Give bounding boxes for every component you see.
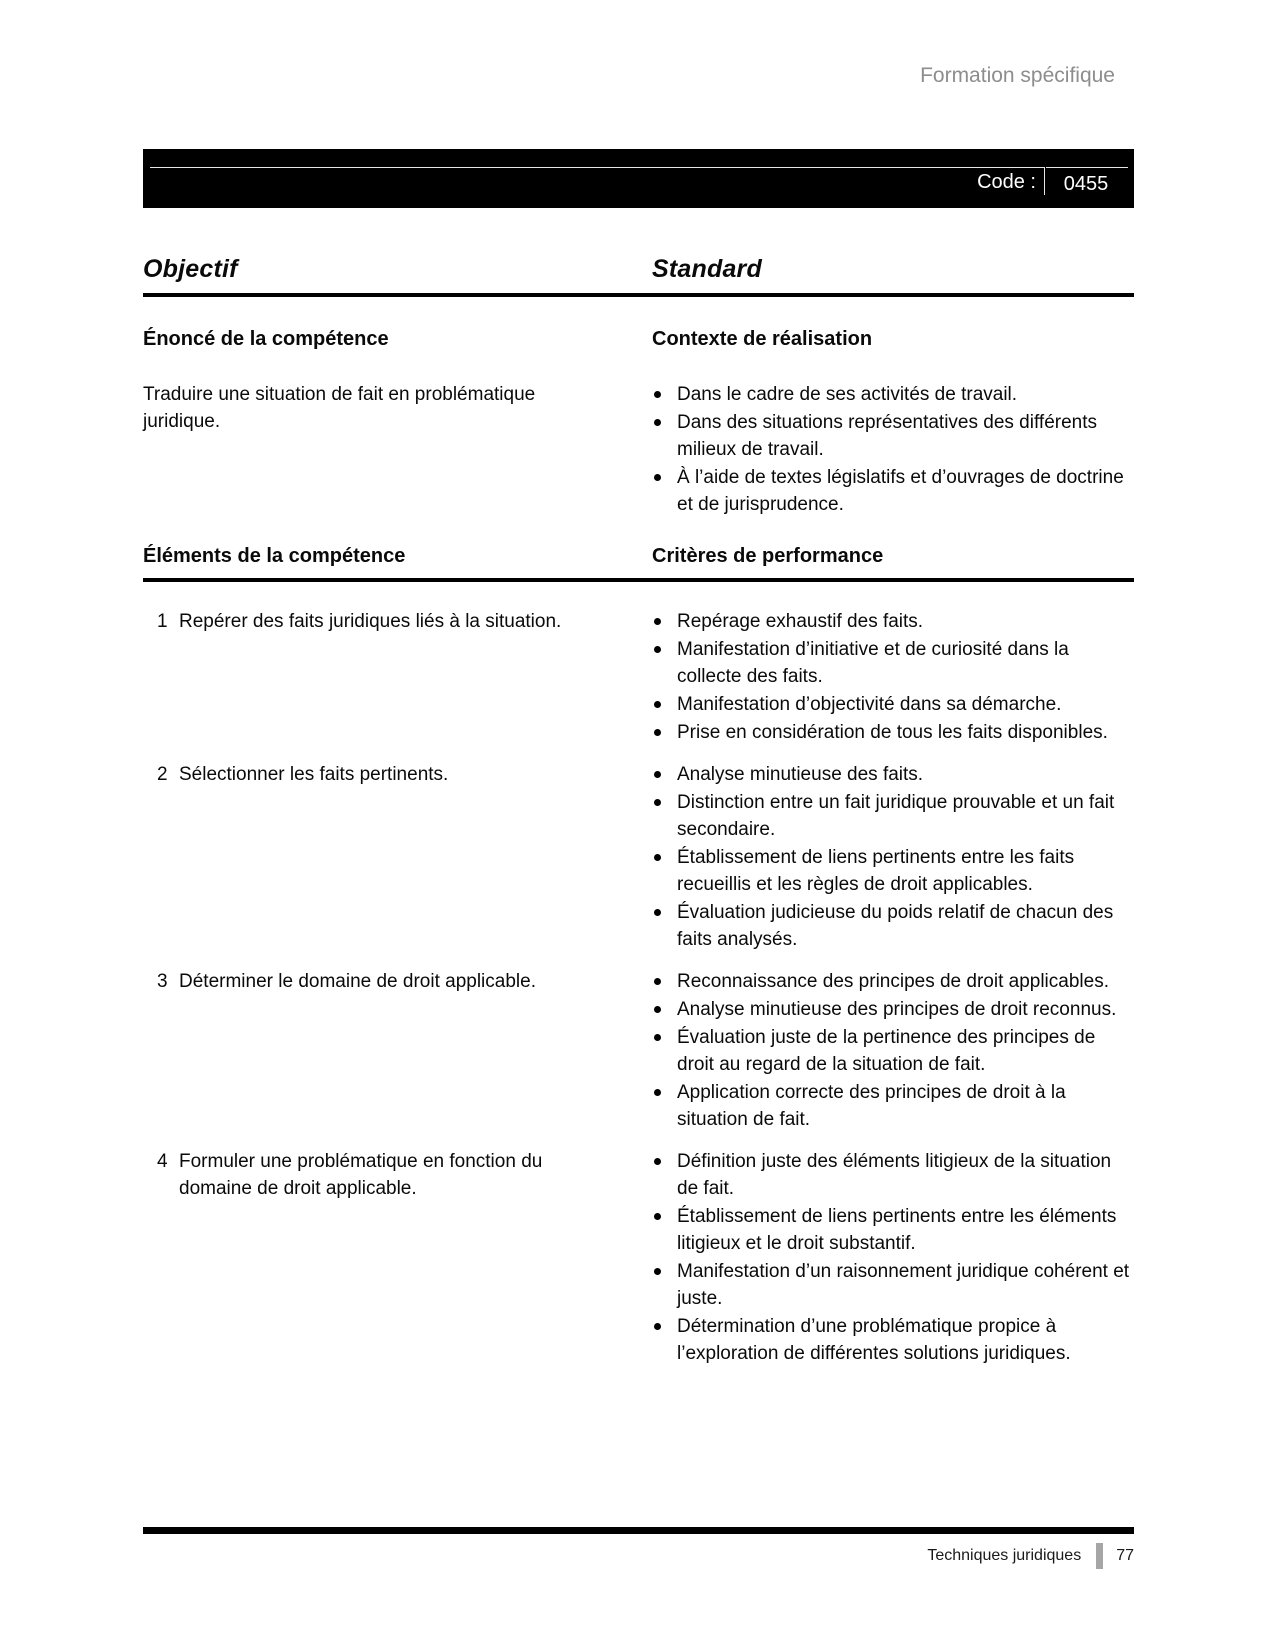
list-item: [654, 719, 1134, 746]
bullet-text: Analyse minutieuse des faits.: [677, 764, 924, 785]
bullet-text: Établissement de liens pertinents entre les faits recueillis et les règles de droit applicables.: [677, 847, 1075, 895]
footer-program-name: Techniques juridiques: [927, 1547, 1082, 1564]
bullet-icon: [654, 391, 661, 398]
list-item: [654, 789, 1134, 843]
list-item: [654, 636, 1134, 690]
bullet-icon: [654, 771, 661, 778]
bullet-text: Évaluation judicieuse du poids relatif de chacun des faits analysés.: [677, 902, 1114, 950]
criteria-bullet-list: [652, 1148, 1134, 1368]
bullet-text: Évaluation juste de la pertinence des principes de droit au regard de la situation de fait.: [677, 1027, 1096, 1075]
list-item: [654, 1313, 1134, 1367]
contexte-realisation-heading: Contexte de réalisation: [652, 328, 873, 350]
bullet-text: Dans le cadre de ses activités de travail.: [677, 384, 1018, 405]
bullet-icon: [654, 419, 661, 426]
element-row-3: [143, 968, 1134, 1134]
element-text: Formuler une problématique en fonction du domaine de droit applicable.: [179, 1151, 543, 1199]
bullet-icon: [654, 618, 661, 625]
bullet-text: Repérage exhaustif des faits.: [677, 611, 924, 632]
criteria-bullet-list: [652, 608, 1134, 747]
criteria-bullet-list: [652, 968, 1134, 1134]
page-footer: [143, 1527, 1134, 1569]
standard-title: Standard: [652, 255, 762, 283]
competence-statement: Traduire une situation de fait en problématique juridique.: [143, 384, 536, 432]
bullet-icon: [654, 978, 661, 985]
element-row-4: [143, 1148, 1134, 1368]
bullet-icon: [654, 799, 661, 806]
section1-body: [143, 381, 1134, 519]
bullet-text: Définition juste des éléments litigieux de la situation de fait.: [677, 1151, 1112, 1199]
element-row-2: [143, 761, 1134, 954]
section1-headings: [143, 326, 1134, 352]
bullet-icon: [654, 646, 661, 653]
list-item: [654, 761, 1134, 788]
code-label: Code :: [977, 171, 1036, 193]
bullet-icon: [654, 1323, 661, 1330]
title-rule: [143, 293, 1134, 297]
element-number: 4: [157, 1151, 168, 1172]
bullet-icon: [654, 1213, 661, 1220]
objectif-title: Objectif: [143, 255, 238, 283]
element-number: 1: [157, 611, 168, 632]
bullet-text: Manifestation d’initiative et de curiosité dans la collecte des faits.: [677, 639, 1069, 687]
page-number: 77: [1116, 1547, 1134, 1564]
bullet-text: Manifestation d’un raisonnement juridique cohérent et juste.: [677, 1261, 1130, 1309]
bullet-icon: [654, 729, 661, 736]
code-value: 0455: [1063, 173, 1109, 195]
element-statement: [143, 1148, 652, 1368]
element-row-1: [143, 608, 1134, 747]
running-head: Formation spécifique: [920, 64, 1115, 87]
list-item: [654, 1079, 1134, 1133]
list-item: [654, 1024, 1134, 1078]
section2-rule: [143, 578, 1134, 582]
bullet-text: Établissement de liens pertinents entre les éléments litigieux et le droit substantif.: [677, 1206, 1117, 1254]
bullet-text: À l’aide de textes législatifs et d’ouvrages de doctrine et de jurisprudence.: [677, 467, 1124, 515]
element-text: Déterminer le domaine de droit applicable.: [179, 971, 536, 992]
bullet-icon: [654, 1268, 661, 1275]
bullet-text: Dans des situations représentatives des différents milieux de travail.: [677, 412, 1097, 460]
element-statement: [143, 968, 652, 1134]
list-item: [654, 381, 1134, 408]
column-titles-row: [143, 254, 1134, 284]
footer-text-row: [143, 1543, 1134, 1569]
code-value-topline: [1046, 167, 1128, 168]
element-statement: [143, 608, 652, 747]
bullet-icon: [654, 701, 661, 708]
elements-competence-heading: Éléments de la compétence: [143, 545, 406, 567]
bullet-icon: [654, 909, 661, 916]
criteria-bullet-list: [652, 761, 1134, 954]
list-item: [654, 996, 1134, 1023]
element-text: Repérer des faits juridiques liés à la situation.: [179, 611, 562, 632]
bullet-text: Reconnaissance des principes de droit applicables.: [677, 971, 1109, 992]
list-item: [654, 409, 1134, 463]
code-bar: [143, 149, 1134, 208]
list-item: [654, 608, 1134, 635]
bullet-text: Prise en considération de tous les faits disponibles.: [677, 722, 1108, 743]
contexte-bullet-list: [652, 381, 1134, 519]
element-text: Sélectionner les faits pertinents.: [179, 764, 449, 785]
list-item: [654, 968, 1134, 995]
element-statement: [143, 761, 652, 954]
list-item: [654, 844, 1134, 898]
bullet-text: Distinction entre un fait juridique prouvable et un fait secondaire.: [677, 792, 1115, 840]
code-bar-underline: [150, 167, 1044, 168]
element-number: 3: [157, 971, 168, 992]
bullet-icon: [654, 1034, 661, 1041]
list-item: [654, 1203, 1134, 1257]
footer-divider-bar: [1096, 1543, 1103, 1569]
bullet-text: Détermination d’une problématique propice à l’exploration de différentes solutions juridiques.: [677, 1316, 1071, 1364]
bullet-icon: [654, 1089, 661, 1096]
enonce-competence-heading: Énoncé de la compétence: [143, 328, 389, 350]
bullet-text: Manifestation d’objectivité dans sa démarche.: [677, 694, 1062, 715]
bullet-text: Application correcte des principes de droit à la situation de fait.: [677, 1082, 1066, 1130]
code-separator-line: [1044, 167, 1045, 195]
bullet-icon: [654, 1006, 661, 1013]
footer-rule: [143, 1527, 1134, 1534]
list-item: [654, 1258, 1134, 1312]
list-item: [654, 899, 1134, 953]
bullet-icon: [654, 474, 661, 481]
bullet-text: Analyse minutieuse des principes de droit reconnus.: [677, 999, 1117, 1020]
element-number: 2: [157, 764, 168, 785]
criteres-performance-heading: Critères de performance: [652, 545, 884, 567]
list-item: [654, 691, 1134, 718]
list-item: [654, 464, 1134, 518]
bullet-icon: [654, 1158, 661, 1165]
bullet-icon: [654, 854, 661, 861]
section2-headings: [143, 543, 1134, 569]
list-item: [654, 1148, 1134, 1202]
